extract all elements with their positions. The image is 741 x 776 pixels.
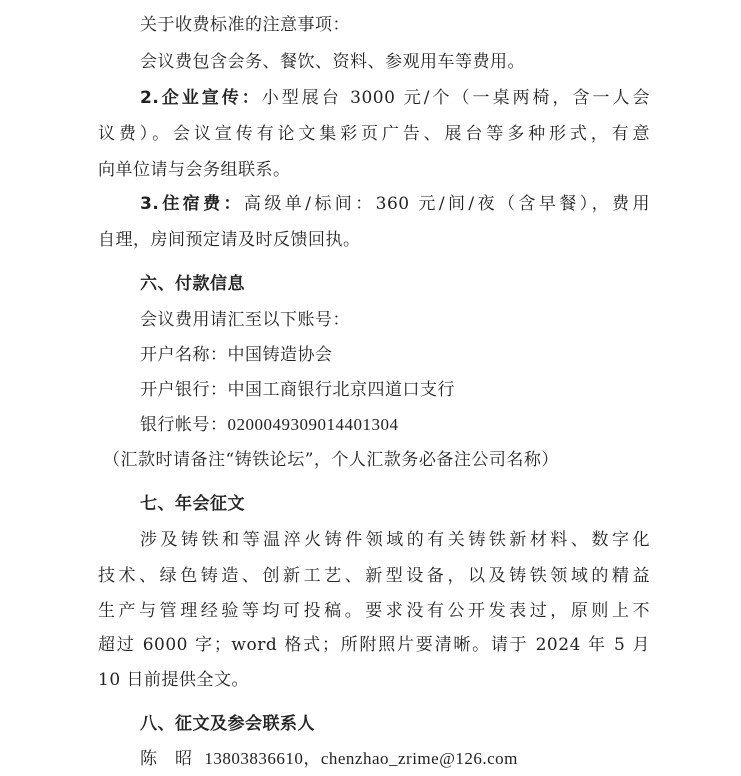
papers-line-3: 生产与管理经验等均可投稿。要求没有公开发表过，原则上不 (98, 601, 650, 621)
contact-name: 陈 昭 (140, 749, 193, 769)
bank-value: 中国工商银行北京四道口支行 (227, 380, 455, 400)
papers-line-4: 超过 6000 字；word 格式；所附照片要清晰。请于 2024 年 5 月 (98, 635, 650, 655)
bank-row (140, 379, 455, 401)
contact-email: chenzhao_zrime@126.com (320, 749, 518, 768)
papers-line-1: 涉及铸铁和等温淬火铸件领域的有关铸铁新材料、数字化 (140, 530, 650, 550)
contact-phone: 13803836610 (204, 749, 304, 768)
account-number-row (140, 414, 399, 436)
payment-heading: 六、付款信息 (140, 274, 245, 294)
lodging-paragraph-line-2: 自理，房间预定请及时反馈回执。 (98, 230, 361, 250)
promotion-text-1: 小型展台 3000 元/个（一桌两椅，含一人会 (261, 88, 650, 108)
promotion-paragraph-line-3: 向单位请与会务组联系。 (98, 160, 291, 180)
bank-label: 开户银行： (140, 380, 228, 400)
payment-intro: 会议费用请汇至以下账号： (140, 310, 350, 330)
lodging-paragraph-line-1 (140, 193, 650, 215)
fee-notes-content: 会议费包含会务、餐饮、资料、参观用车等费用。 (140, 52, 525, 72)
payment-remark: （汇款时请备注“铸铁论坛”，个人汇款务必备注公司名称） (103, 450, 559, 470)
fee-notes-heading: 关于收费标准的注意事项： (140, 15, 350, 35)
promotion-label: 2.企业宣传： (140, 88, 262, 108)
account-number-label: 银行帐号： (140, 415, 228, 435)
account-name-row (140, 344, 333, 366)
contact-row: 陈 昭 13803836610，chenzhao_zrime@126.com (140, 749, 518, 769)
papers-heading: 七、年会征文 (140, 494, 245, 514)
lodging-label: 3.住宿费： (140, 194, 244, 214)
promotion-paragraph-line-2: 议费）。会议宣传有论文集彩页广告、展台等多种形式，有意 (98, 124, 650, 144)
account-name-label: 开户名称： (140, 345, 228, 365)
account-number-value: 0200049309014401304 (227, 415, 399, 434)
papers-line-5: 10 日前提供全文。 (98, 670, 250, 690)
account-name-value: 中国铸造协会 (227, 345, 333, 365)
lodging-text-1: 高级单/标间：360 元/间/夜（含早餐），费用 (243, 194, 650, 214)
promotion-paragraph-line-1 (140, 87, 650, 109)
papers-line-2: 技术、绿色铸造、创新工艺、新型设备，以及铸铁领域的精益 (98, 566, 650, 586)
contacts-heading: 八、征文及参会联系人 (140, 714, 315, 734)
